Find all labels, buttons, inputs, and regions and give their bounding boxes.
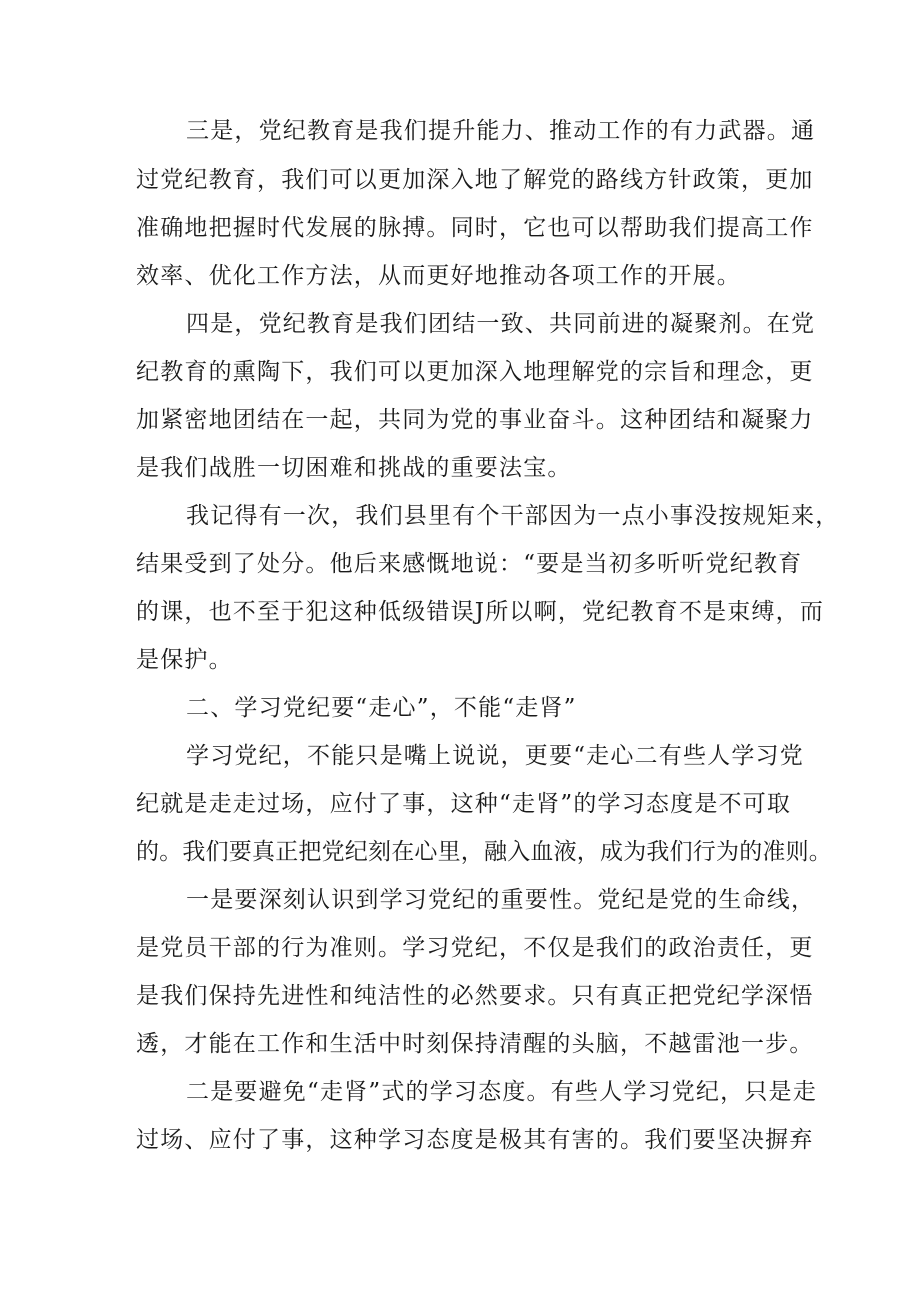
line-20: 透，才能在工作和生活中时刻保持清醒的头脑，不越雷池一步。 <box>136 1031 814 1057</box>
line-18: 是党员干部的行为准则。学习党纪，不仅是我们的政治责任，更 <box>136 935 814 961</box>
line-05: 四是，党纪教育是我们团结一致、共同前进的凝聚剂。在党 <box>186 311 816 337</box>
line-15: 纪就是走走过场，应付了事，这种“走肾”的学习态度是不可取 <box>136 791 792 817</box>
line-11: 的课，也不至于犯这种低级错误J所以啊，党纪教育不是束缚，而 <box>136 599 825 625</box>
line-17: 一是要深刻认识到学习党纪的重要性。党纪是党的生命线， <box>186 887 816 913</box>
section-heading: 二、学习党纪要“走心”，不能“走肾” <box>186 695 577 721</box>
line-04: 效率、优化工作方法，从而更好地推动各项工作的开展。 <box>136 263 741 289</box>
line-22: 过场、应付了事，这种学习态度是极其有害的。我们要坚决摒弃 <box>136 1127 814 1153</box>
line-06: 纪教育的熏陶下，我们可以更加深入地理解党的宗旨和理念，更 <box>136 359 814 385</box>
line-12: 是保护。 <box>136 647 233 673</box>
line-14: 学习党纪，不能只是嘴上说说，更要“走心二有些人学习党 <box>186 743 804 769</box>
line-19: 是我们保持先进性和纯洁性的必然要求。只有真正把党纪学深悟 <box>136 983 814 1009</box>
line-21: 二是要避免“走肾”式的学习态度。有些人学习党纪，只是走 <box>186 1079 817 1105</box>
line-10: 结果受到了处分。他后来感慨地说：“要是当初多听听党纪教育 <box>136 551 803 577</box>
line-01: 三是，党纪教育是我们提升能力、推动工作的有力武器。通 <box>186 118 816 144</box>
line-07: 加紧密地团结在一起，共同为党的事业奋斗。这种团结和凝聚力 <box>136 407 814 433</box>
line-16: 的。我们要真正把党纪刻在心里，融入血液，成为我们行为的准则。 <box>136 839 832 865</box>
line-03: 准确地把握时代发展的脉搏。同时，它也可以帮助我们提高工作 <box>136 215 814 241</box>
line-08: 是我们战胜一切困难和挑战的重要法宝。 <box>136 455 572 481</box>
line-09: 我记得有一次，我们县里有个干部因为一点小事没按规矩来， <box>186 503 840 529</box>
line-02: 过党纪教育，我们可以更加深入地了解党的路线方针政策，更加 <box>136 167 814 193</box>
